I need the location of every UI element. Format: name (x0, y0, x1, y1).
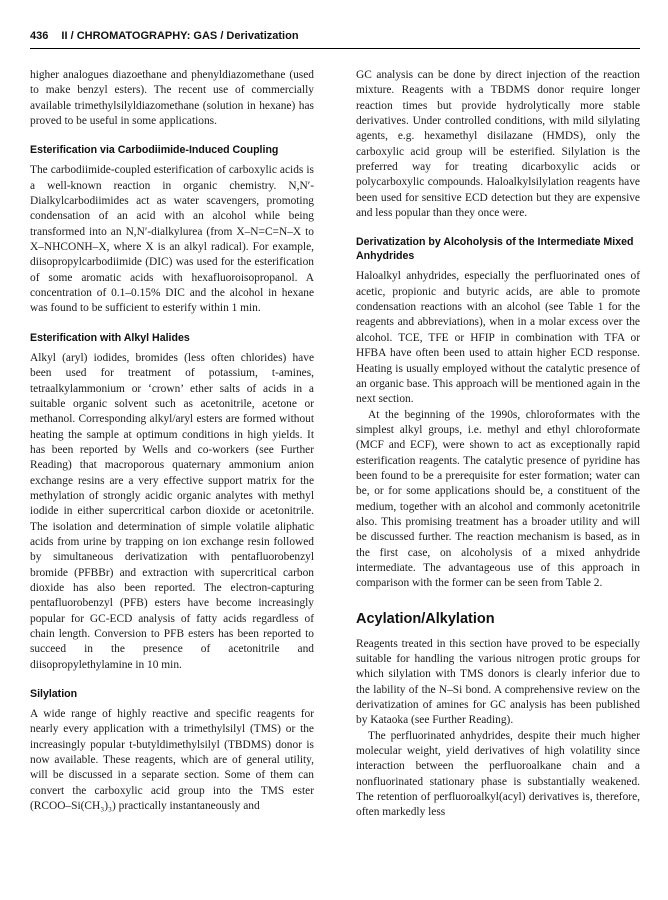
right-column (356, 68, 640, 821)
paragraph: The carbodiimide-coupled esterification of carboxylic acids is a well-known reaction in organic chemistry. N,N′-Dialkylcarbodiimides act as water scavengers, promoting condensation of an acid with an alcohol while being transformed into an N,N′-dialkylurea (from X–N=C=N–X to X–NHCONH–X, where X is an alkyl radical). For example, diisopropylcarbodiimide (DIC) was used for the esterification of some aromatic acids with hexafluoroisopropanol. A concentration of 0.1–0.15% DIC and the alcohol in hexane was found to be sufficient to esterify within 1 min. (30, 164, 314, 315)
page-number: 436 (30, 30, 49, 42)
paragraph: Alkyl (aryl) iodides, bromides (less often chlorides) have been used for treatment of potassium, t-amines, tetraalkylammonium or ‘crown’ ether salts of acids in a suitable organic solvent such as acetonitrile, acetone or methanol. Corresponding alkyl/aryl esters are formed without heating the sample at optimum conditions in high yields. It has been reported by Wells and co-workers (see Further Reading) that macroporous quaternary ammonium anion exchange resins are a very effective support matrix for the methylation of strongly acidic organic analytes with methyl iodide in either supercritical carbon dioxide or acetonitrile. The isolation and determination of simple volatile aliphatic acids from urine by trapping on ion exchange resin followed by simultaneous derivatization with pentafluorobenzyl bromide (PFBBr) and extraction with supercritical carbon dioxide has also been reported. The electron-capturing pentafluorobenzyl (PFB) esters have become increasingly popular for GC-ECD analysis of fatty acids regardless of chain length. Conversion to PFB esters has been reported to succeed in the presence of acetonitrile and diisopropylethylamine in 10 min. (30, 351, 314, 671)
paragraph: The perfluorinated anhydrides, despite their much higher molecular weight, yield derivatives of high volatility since interaction between the perfluoroalkane chain and a nonfluorinated stationary phase is substantially weakened. The retention of perfluoroalkyl(acyl) derivatives is, therefore, often markedly less (356, 729, 640, 819)
section-heading-alkyl-halides: Esterification with Alkyl Halides (30, 331, 190, 344)
paragraph: Reagents treated in this section have proved to be especially suitable for handling the various nitrogen protic groups for which silylation with TMS donors is clearly inferior due to the lability of the N–Si bond. A comprehensive review on the derivatization of amines for GC analysis has been published by Kataoka (see Further Reading). (356, 637, 640, 727)
paragraph: At the beginning of the 1990s, chloroformates with the simplest alkyl groups, i.e. methyl and ethyl chloroformate (MCF and ECF), were shown to act as exceptionally rapid esterification reagents. The catalytic presence of pyridine has been found to be a prerequisite for ester formation; water can be, or for some applications should be, a constituent of the medium, together with an alcohol and commonly acetonitrile also. This promising treatment has a broader utility and will be discussed further. The reaction mechanism is based, as in the first case, on alcoholysis of a mixed anhydride intermediate. The advantageous use of this approach in comparison with the former can be seen from Table 2. (356, 408, 640, 590)
left-column (30, 68, 314, 814)
section-heading-silylation: Silylation (30, 688, 78, 701)
section-heading-alcoholysis: Derivatization by Alcoholysis of the Intermediate Mixed Anhydrides (356, 236, 634, 263)
paragraph: higher analogues diazoethane and phenyldiazomethane (used to make benzyl esters). The recent use of commercially available trimethylsilyldiazomethane (solution in hexane) has proved to be useful in some applications. (30, 69, 314, 128)
paragraph: A wide range of highly reactive and specific reagents for nearly every application with a trimethylsilyl (TMS) or the increasingly popular t-butyldimethylsilyl (TBDMS) donor is now available. These reagents, which are of general utility, will be discussed in a separate section. Some of them can convert the carboxylic acid group into the TMS ester (RCOO–Si(CH₃)₃) practically instantaneously and (30, 708, 314, 813)
section-heading-carbodiimide: Esterification via Carbodiimide-Induced Coupling (30, 144, 279, 157)
paragraph: GC analysis can be done by direct injection of the reaction mixture. Reagents with a TBDMS donor require longer reaction times but provide hydrolytically more stable derivatives. Under controlled conditions, with mild silylating agents, e.g. hexamethyl disilazane (HMDS), only the carboxylic acid group will be esterified. Silylation is the preferred way for treating dicarboxylic acids or polycarboxylic compounds. Haloalkylsilylation reagents have been used for sensitive ECD detection but they are expensive and less popular than they once were. (356, 69, 640, 220)
paragraph: Haloalkyl anhydrides, especially the perfluorinated ones of acetic, propionic and butyric acids, are able to promote condensation reactions with an alcohol (see Table 1 for the reagents and abbreviations), when in a molar excess over the alcohol. TCE, TFE or HFIP in combination with TFA or HFBA have often been used to attain higher ECD response. Heating is usually employed without the catalytic presence of an organic base. This approach will be mentioned again in the next section. (356, 270, 640, 406)
header-rule (30, 48, 640, 49)
running-header (30, 30, 640, 46)
running-title: II / CHROMATOGRAPHY: GAS / Derivatization (61, 30, 299, 42)
section-heading-acylation: Acylation/Alkylation (356, 610, 495, 627)
